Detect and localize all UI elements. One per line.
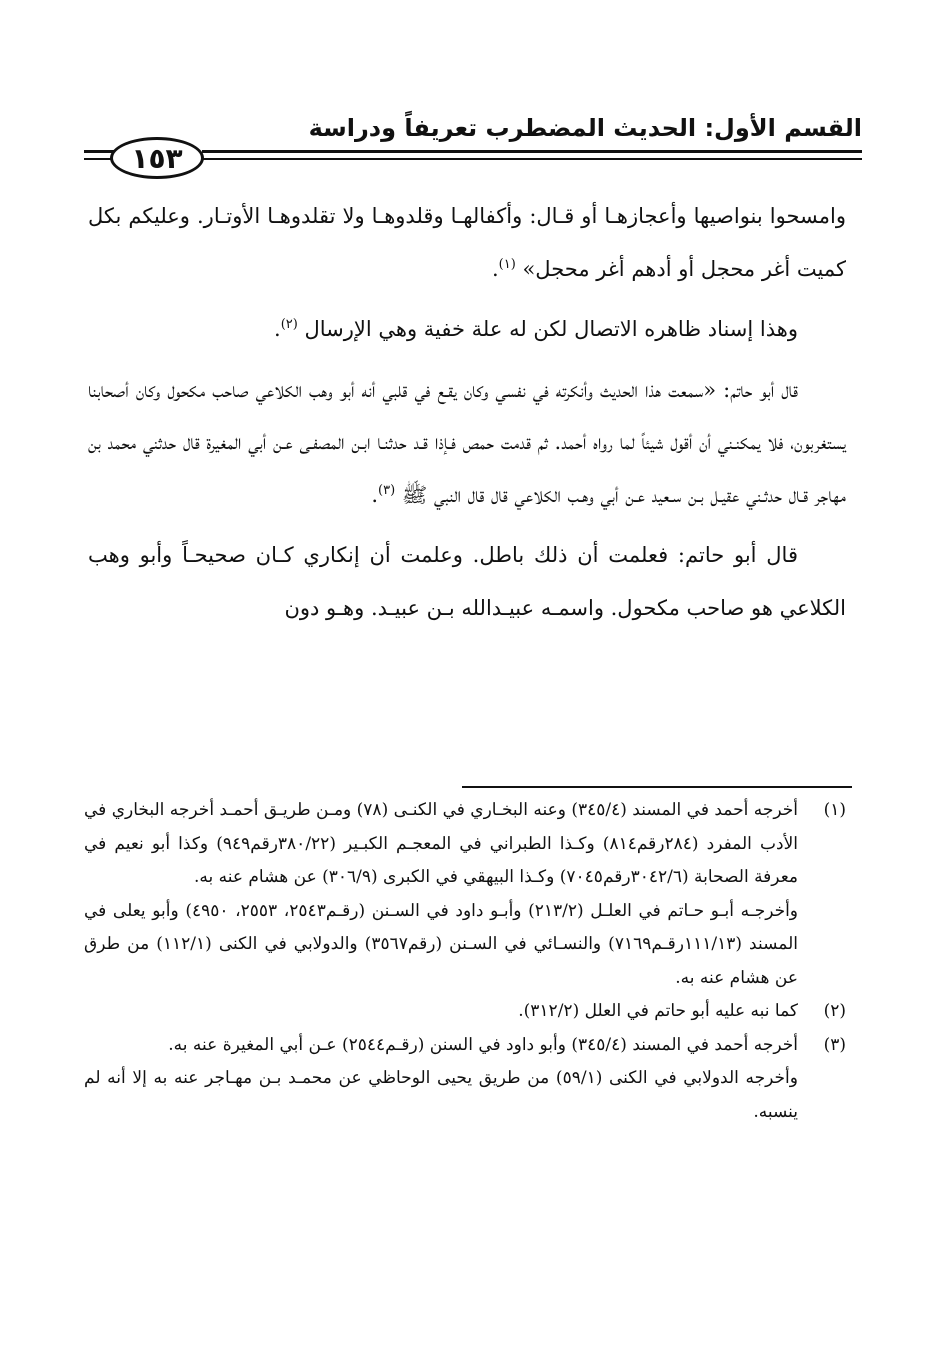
footnote (84, 794, 850, 995)
footnote (84, 1029, 850, 1130)
body-paragraph (88, 529, 846, 634)
header-rule-thick (202, 150, 862, 153)
body-paragraph-text: وامسحوا بنواصيها وأعجازهـا أو قـال: وأكفالهـا وقلدوهـا ولا تقلدوهـا الأوتـار. وعليكم بكل كميت أغر محجل أو أدهم أغر محجل» (88, 204, 846, 281)
body-paragraph: وهذا إسناد ظاهره الاتصال لكن له علة خفية وهي الإرسال $^{(٢)}$. (274, 317, 798, 341)
footnote-number: (٢) (823, 1001, 846, 1021)
footnote-separator (462, 786, 852, 788)
footnote-body (84, 995, 798, 1029)
body-paragraph: وامسحوا بنواصيها وأعجازهـا أو قـال: وأكفالهـا وقلدوهـا ولا تقلدوهـا الأوتـار. وعليكم بكل كميت أغر محجل أو أدهم أغر محجل» $^{(١)}$. (88, 204, 846, 281)
footnote-text: كما نبه عليه أبو حاتم في العلل (٣١٢/٢). (518, 1001, 798, 1021)
footnote-number: (٣) (823, 1034, 846, 1055)
footnotes (84, 794, 850, 1129)
header-rule-left-thick (84, 150, 114, 153)
footnote-number: (١) (823, 800, 846, 820)
header-rule-thin (202, 158, 862, 160)
body-paragraph-text: قال أبو حاتم: «سمعت هذا الحديث وأنكرته في نفسي وكان يقـع في قلبي أنه أبو وهب الكلاعي صاحب مكحول وكان أصحابنا يستغربون، فلا يمكنـني أن أقول شيئاً لما رواه أحمد. ثم قدمت حمص فـإذا قـد حدثنـا ابـن المصفـى عـن أبي المغيرة قال حدثني محمد بن مهاجر قـال حدثـني عقيـل بـن سـعيد عـن أبي وهـب الكلاعي قال قال النبي ﷺ (88, 377, 846, 507)
running-title: القسم الأول: الحديث المضطرب تعريفاً ودراسة (308, 114, 862, 142)
footnote-body (84, 794, 798, 995)
page-number-text: ١٥٣ (131, 141, 183, 175)
page-number (110, 137, 204, 179)
body-paragraph-text: قال أبو حاتم: فعلمت أن ذلك باطل. وعلمت أن إنكاري كـان صحيحـاً وأبو وهب الكلاعي هو صاحب مكحول. واسمـه عبيـدالله بـن عبيـد. وهـو دون (88, 543, 846, 620)
footnote-text: وأخرجـه أبـو حـاتم في العلـل (٢١٣/٢) وأبـو داود في السـنن (رقـم٢٥٤٣، ٢٥٥٣، ٤٩٥٠) وأبو يعلى في المسند (١١١/١٣رقـم٧١٦٩) والنسـائي في السـنن (رقم٣٥٦٧) والدولابي في الكنى (١١٢/١) من طرق عن هشام عنه به. (84, 900, 799, 988)
footnote-body (84, 1029, 798, 1130)
footnote-ref: (٢) (280, 317, 298, 332)
body-paragraph: قال أبو حاتم: «سمعت هذا الحديث وأنكرته في نفسي وكان يقـع في قلبي أنه أبو وهب الكلاعي صاحب مكحول وكان أصحابنا يستغربون، فلا يمكنـني أن أقول شيئاً لما رواه أحمد. ثم قدمت حمص فـإذا قـد حدثنـا ابـن المصفـى عـن أبي المغيرة قال حدثني محمد بن مهاجر قـال حدثـني عقيـل بـن سـعيد عـن أبي وهـب الكلاعي قال قال النبي ﷺ $^{(٣)}$. (88, 377, 846, 507)
page-header (84, 112, 862, 182)
footnote-ref: (٣) (378, 482, 396, 498)
body-paragraph-text: وهذا إسناد ظاهره الاتصال لكن له علة خفية وهي الإرسال (304, 317, 798, 341)
footnote (84, 995, 850, 1029)
main-text (88, 190, 846, 642)
footnote-text: أخرجه أحمد في المسند (٣٤٥/٤) وأبو داود في السنن (رقـم٢٥٤٤) عـن أبي المغيرة عنه به. (168, 1034, 798, 1055)
footnote-text: أخرجه أحمد في المسند (٣٤٥/٤) وعنه البخـاري في الكنـى (٧٨) ومـن طريـق أحمـد أخرجه البخاري في الأدب المفرد (٢٨٤رقم٨١٤) وكـذا الطبراني في المعجـم الكبـير (٣٨٠/٢٢رقم٩٤٩) وكذا أبو نعيم في معرفة الصحابة (٣٠٤٢/٦رقم٧٠٤٥) وكـذا البيهقي في الكبرى (٣٠٦/٩) عن هشام عنه به. (84, 800, 798, 887)
footnote-text: وأخرجه الدولابي في الكنى (٥٩/١) من طريق يحيى الوحاظي عن محمـد بـن مهـاجر عنه به إلا أنه لم ينسبه. (84, 1068, 798, 1122)
footnote-ref: (١) (498, 256, 516, 272)
